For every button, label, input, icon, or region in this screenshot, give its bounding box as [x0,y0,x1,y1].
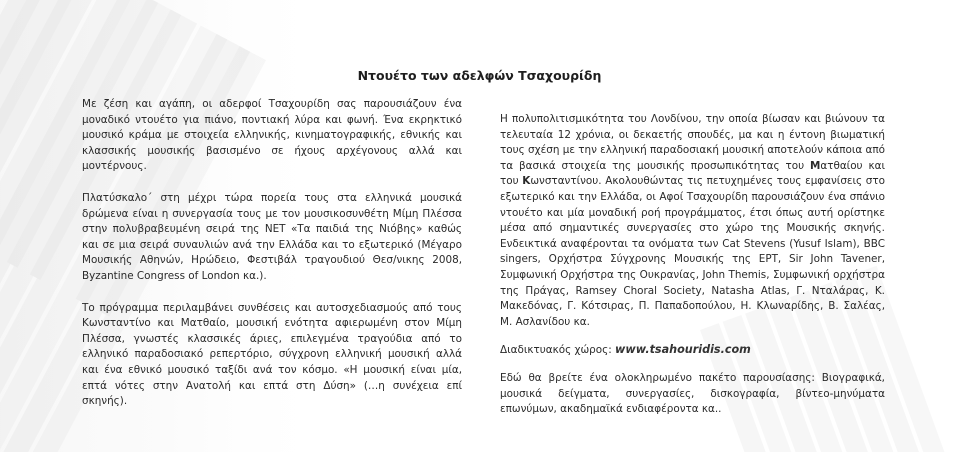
website-line [500,342,885,359]
program-paragraph: Το πρόγραμμα περιλαμβάνει συνθέσεις και αυτοσχεδιασμούς από τους Κωνσταντίνο και Ματθαίο, μουσική ενότητα αφιερωμένη στον Μίμη Πλέσσα, γνωστές κλασσικές άριες, επιλεγμένα τραγούδια από το ελληνικό παραδοσιακό ρεπερτόριο, σύγχρονη ελληνική μουσική αλλά και ένα εθνικό μουσικό ταξίδι ανά τον κόσμο. «Η μουσική είναι μία, επτά νότες στην Ανατολή και επτά στη Δύση» (…η συνέχεια επί σκηνής). [82,301,462,408]
website-label: Διαδικτυακός χώρος: [500,344,616,357]
presentation-paragraph: Εδώ θα βρείτε ένα ολοκληρωμένο πακέτο παρουσίασης: Βιογραφικά, μουσικά δείγματα, συνεργασίες, δισκογραφία, βίντεο-μηνύματα επωνύμων, ακαδημαϊκά ενδιαφέροντα κα.. [500,371,885,416]
page-title: Ντουέτο των αδελφών Τσαχουρίδη [357,68,602,83]
bio-text-b: ατθαίου και του [500,159,885,188]
intro-paragraph: Με ζέση και αγάπη, οι αδερφοί Τσαχουρίδη σας παρουσιάζουν ένα μοναδικό ντουέτο για πιάνο, ποντιακή λύρα και φωνή. Ένα εκρηκτικό μουσικό κράμα με στοιχεία ελληνικής, κινηματογραφικής, εθνικής και κλασσικής μουσικής βασισμένο σε ήχους αρχέγονους αλλά και μοντέρνους. [82,98,462,173]
bio-text-a: Η πολυπολιτισμικότητα του Λονδίνου, την οποία βίωσαν και βιώνουν τα τελευταία 12 χρόνια, οι δεκαετής σπουδές, μα και η έντονη βιωματική τους σχέση με την ελληνική παραδοσιακή μουσική αποτελούν κάποια από τα βασικά στοιχεία της μουσικής προσωπικότητας του [500,113,886,172]
bio-initial-m: Μ [810,159,821,172]
website-link[interactable]: www.tsahouridis.com [615,343,751,357]
left-column [82,97,462,426]
bio-initial-k: Κ [522,175,531,188]
biography-paragraph [500,112,885,330]
collaboration-paragraph: Πλατύσκαλο΄ στη μέχρι τώρα πορεία τους στα ελληνικά μουσικά δρώμενα είναι η συνεργασία τους με τον μουσικοσυνθέτη Μίμη Πλέσσα στην πολυβραβευμένη σειρά της ΝΕΤ «Τα παιδιά της Νιόβης» καθώς και σε μια σειρά συναυλιών ανά την Ελλάδα και το εξωτερικό (Μέγαρο Μουσικής Αθηνών, Ηρώδειο, Φεστιβάλ τραγουδιού Θεσ/νικης 2008, Byzantine Congress of London κα.). [82,191,462,282]
right-column [500,112,885,434]
bio-text-c: ωνσταντίνου. Ακολουθώντας τις πετυχημένες τους εμφανίσεις στο εξωτερικό και την Ελλάδα, οι Αφοί Τσαχουρίδη παρουσιάζουν ένα σπάνιο ντουέτο και μία μοναδική ροή προγράμματος, έτσι όπως αυτή ορίστηκε μέσα από σημαντικές συνεργασίες στο χώρο της Μουσικής σκηνής. Ενδεικτικά αναφέρονται τα ονόματα των Cat Stevens (Yusuf Islam), BBC singers, Ορχήστρα Σύγχρονης Μουσικής της ΕΡΤ, Sir John Tavener, Συμφωνική Ορχήστρα της Ουκρανίας, John Themis, Συμφωνική ορχήστρα της Πράγας, Ramsey Choral Society, Natasha Atlas, Γ. Νταλάρας, Κ. Μακεδόνας, Γ. Κότσιρας, Π. Παπαδοπούλου, Η. Κλωναρίδης, Β. Σαλέας, Μ. Ασλανίδου κα. [500,175,885,328]
